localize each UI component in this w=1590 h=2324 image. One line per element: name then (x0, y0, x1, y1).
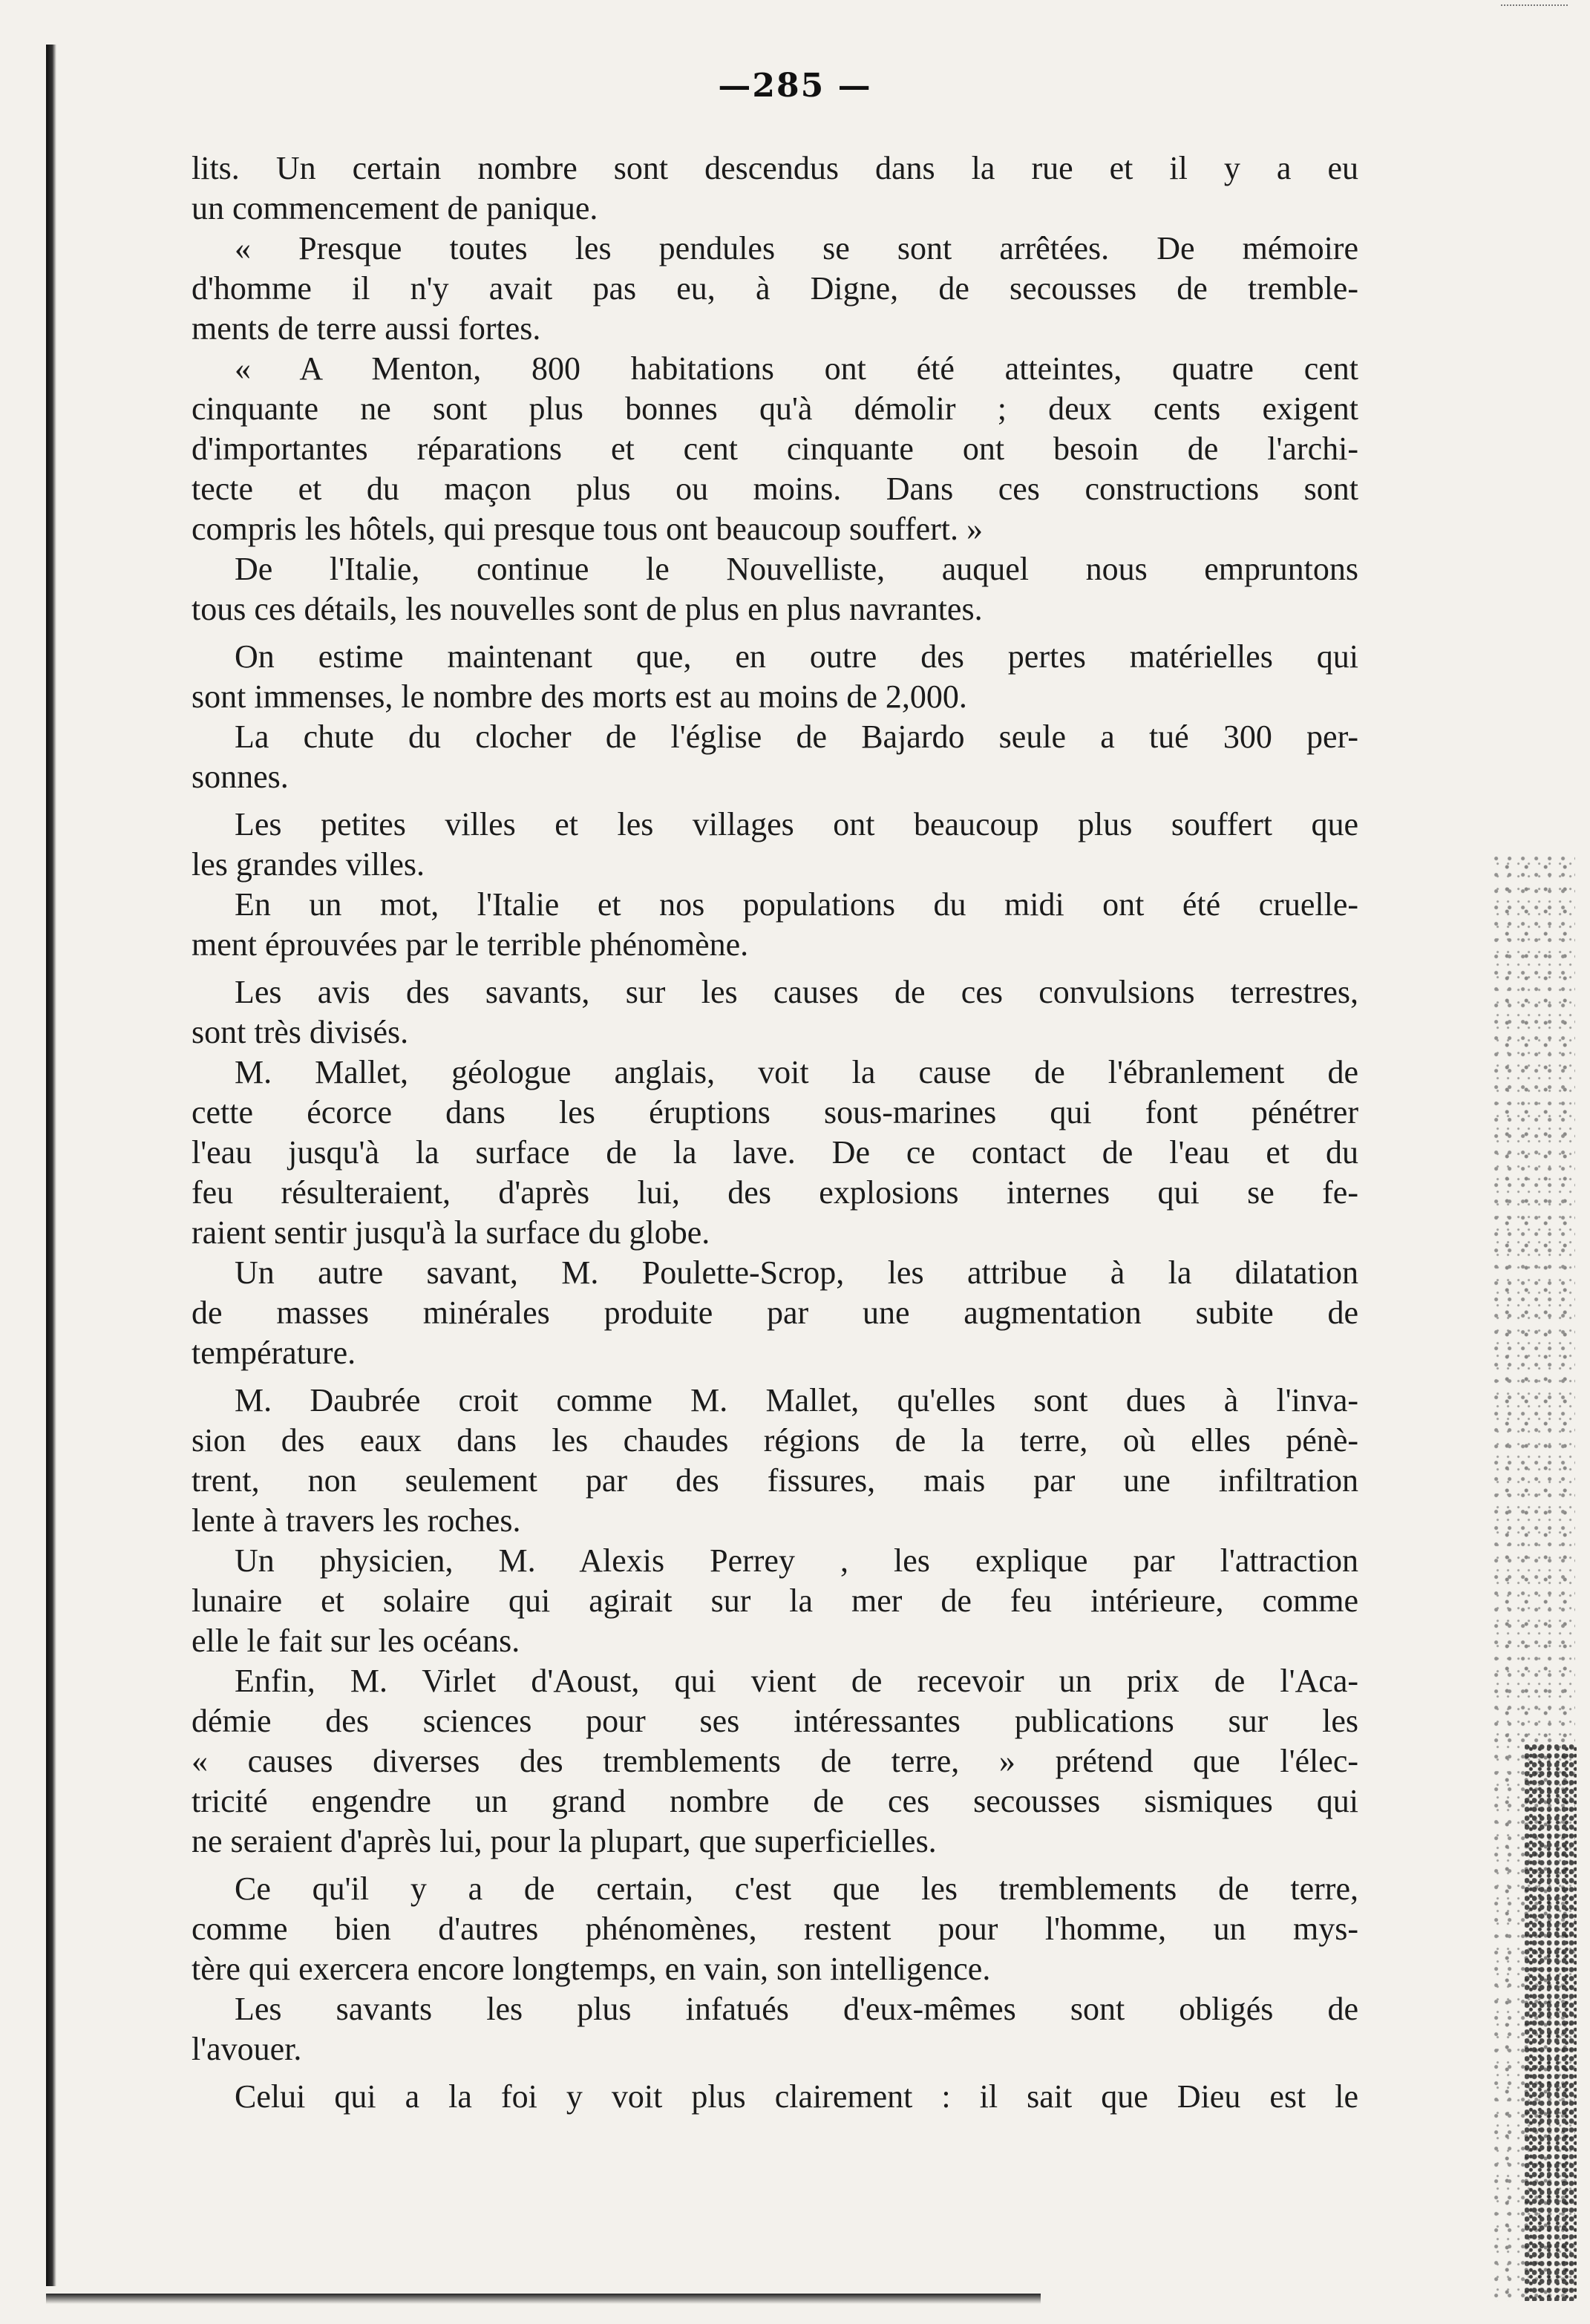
text-line: lente à travers les roches. (192, 1502, 521, 1539)
scan-mark (1501, 4, 1568, 9)
text-line: trent, non seulement par des fissures, mais par une infiltration (192, 1462, 1358, 1499)
bottom-page-edge (46, 2294, 1041, 2304)
text-line: Enfin, M. Virlet d'Aoust, qui vient de recevoir un prix de l'Aca- (235, 1663, 1358, 1699)
text-line: Un autre savant, M. Poulette-Scrop, les attribue à la dilatation (235, 1254, 1358, 1291)
text-line: Les avis des savants, sur les causes de ces convulsions terrestres, (235, 974, 1358, 1010)
text-line: Les savants les plus infatués d'eux-mêmes sont obligés de (235, 1991, 1358, 2027)
text-line: sion des eaux dans les chaudes régions de la terre, où elles pénè- (192, 1422, 1358, 1459)
scan-noise-corner (1525, 1744, 1577, 2301)
text-line: comme bien d'autres phénomènes, restent pour l'homme, un mys- (192, 1911, 1358, 1947)
page-number: —285 — (718, 67, 872, 105)
text-line: l'avouer. (192, 2031, 302, 2067)
text-line: Celui qui a la foi y voit plus clairement : il sait que Dieu est le (235, 2078, 1358, 2115)
text-line: compris les hôtels, qui presque tous ont beaucoup souffert. » (192, 511, 983, 547)
text-line: un commencement de panique. (192, 190, 598, 226)
text-line: M. Daubrée croit comme M. Mallet, qu'elles sont dues à l'inva- (235, 1382, 1358, 1418)
text-line: Les petites villes et les villages ont beaucoup plus souffert que (235, 806, 1358, 842)
text-line: « Presque toutes les pendules se sont arrêtées. De mémoire (235, 230, 1358, 266)
text-line: La chute du clocher de l'église de Bajardo seule a tué 300 per- (235, 719, 1358, 755)
text-line: tricité engendre un grand nombre de ces secousses sismiques qui (192, 1783, 1358, 1819)
binding-shadow (46, 45, 56, 2286)
text-line: « A Menton, 800 habitations ont été atteintes, quatre cent (235, 350, 1358, 387)
text-line: tère qui exercera encore longtemps, en vain, son intelligence. (192, 1951, 991, 1987)
text-line: de masses minérales produite par une augmentation subite de (192, 1294, 1358, 1331)
text-line: « causes diverses des tremblements de terre, » prétend que l'élec- (192, 1743, 1358, 1779)
text-line: ment éprouvées par le terrible phénomène. (192, 926, 749, 963)
text-line: ments de terre aussi fortes. (192, 310, 541, 347)
text-line: lunaire et solaire qui agirait sur la mer de feu intérieure, comme (192, 1582, 1358, 1619)
text-line: sonnes. (192, 759, 289, 795)
text-line: l'eau jusqu'à la surface de la lave. De ce contact de l'eau et du (192, 1134, 1358, 1171)
text-line: d'importantes réparations et cent cinquante ont besoin de l'archi- (192, 431, 1358, 467)
text-line: sont très divisés. (192, 1014, 409, 1050)
text-line: elle le fait sur les océans. (192, 1623, 520, 1659)
text-line: les grandes villes. (192, 846, 425, 883)
text-line: ne seraient d'après lui, pour la plupart, que superficielles. (192, 1823, 937, 1859)
text-line: raient sentir jusqu'à la surface du globe. (192, 1214, 710, 1251)
body-text (192, 148, 1358, 2117)
text-line: En un mot, l'Italie et nos populations du midi ont été cruelle- (235, 886, 1358, 923)
text-line: d'homme il n'y avait pas eu, à Digne, de secousses de tremble- (192, 270, 1358, 307)
text-line: cette écorce dans les éruptions sous-marines qui font pénétrer (192, 1094, 1358, 1130)
text-line: cinquante ne sont plus bonnes qu'à démolir ; deux cents exigent (192, 390, 1358, 427)
text-line: température. (192, 1335, 356, 1371)
text-line: Ce qu'il y a de certain, c'est que les tremblements de terre, (235, 1870, 1358, 1907)
text-line: sont immenses, le nombre des morts est au moins de 2,000. (192, 678, 967, 715)
text-line: On estime maintenant que, en outre des pertes matérielles qui (235, 638, 1358, 675)
text-line: tous ces détails, les nouvelles sont de plus en plus navrantes. (192, 591, 983, 627)
text-line: Un physicien, M. Alexis Perrey , les explique par l'attraction (235, 1542, 1358, 1579)
text-line: lits. Un certain nombre sont descendus dans la rue et il y a eu (192, 150, 1358, 186)
text-line: démie des sciences pour ses intéressantes publications sur les (192, 1703, 1358, 1739)
text-line: tecte et du maçon plus ou moins. Dans ces constructions sont (192, 471, 1358, 507)
text-line: M. Mallet, géologue anglais, voit la cause de l'ébranlement de (235, 1054, 1358, 1090)
text-line: feu résulteraient, d'après lui, des explosions internes qui se fe- (192, 1174, 1358, 1211)
text-line: De l'Italie, continue le Nouvelliste, auquel nous empruntons (235, 551, 1358, 587)
